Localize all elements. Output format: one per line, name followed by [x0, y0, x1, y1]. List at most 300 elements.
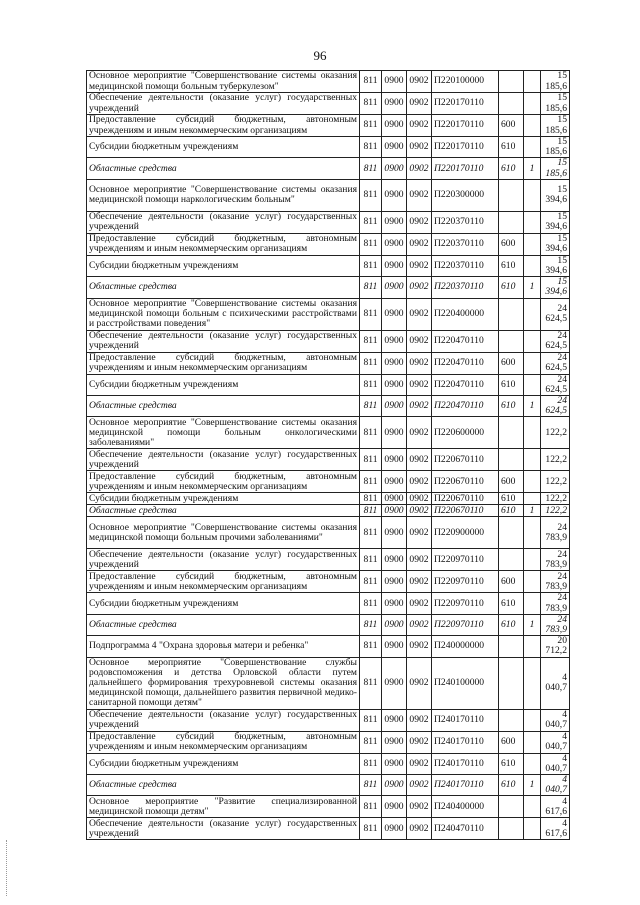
expense-type-code: [499, 549, 524, 571]
row-name: Областные средства: [87, 277, 360, 298]
ministry-code: 811: [360, 517, 382, 549]
row-name: Обеспечение деятельности (оказание услуг) государственных учреждений: [87, 449, 360, 471]
subsection-code: 0902: [407, 396, 432, 417]
ministry-code: 811: [360, 330, 382, 352]
funding-source-code: [524, 298, 541, 330]
target-item-code: П220370110: [432, 233, 499, 255]
amount: 4 040,7: [541, 775, 570, 796]
funding-source-code: [524, 471, 541, 493]
funding-source-code: [524, 449, 541, 471]
table-row: [87, 330, 570, 352]
ministry-code: 811: [360, 593, 382, 614]
ministry-code: 811: [360, 255, 382, 276]
row-name: Обеспечение деятельности (оказание услуг) государственных учреждений: [87, 330, 360, 352]
table-row: [87, 775, 570, 796]
ministry-code: 811: [360, 614, 382, 635]
amount: 24 624,5: [541, 396, 570, 417]
ministry-code: 811: [360, 158, 382, 179]
table-row: [87, 449, 570, 471]
amount: 122,2: [541, 493, 570, 505]
table-row: [87, 179, 570, 211]
funding-source-code: [524, 593, 541, 614]
section-code: 0900: [382, 571, 407, 593]
target-item-code: П220600000: [432, 417, 499, 449]
funding-source-code: [524, 211, 541, 233]
table-row: [87, 471, 570, 493]
expense-type-code: [499, 93, 524, 115]
section-code: 0900: [382, 731, 407, 753]
expense-type-code: 610: [499, 277, 524, 298]
expense-type-code: 600: [499, 352, 524, 374]
amount: 4 040,7: [541, 753, 570, 774]
expense-type-code: 600: [499, 233, 524, 255]
amount: 15 185,6: [541, 93, 570, 115]
table-row: [87, 137, 570, 158]
section-code: 0900: [382, 636, 407, 657]
target-item-code: П240170110: [432, 709, 499, 731]
subsection-code: 0902: [407, 115, 432, 137]
target-item-code: П220970110: [432, 593, 499, 614]
table-row: [87, 71, 570, 93]
ministry-code: 811: [360, 636, 382, 657]
section-code: 0900: [382, 137, 407, 158]
row-name: Основное мероприятие "Совершенствование службы родовспоможения и детства Орловской области путем дальнейшего формирования трехуровневой системы оказания медицинской помощи, дальнейшего развития первичной медико-санитарной помощи детям": [87, 657, 360, 709]
table-row: [87, 549, 570, 571]
row-name: Обеспечение деятельности (оказание услуг) государственных учреждений: [87, 818, 360, 840]
amount: 15 394,6: [541, 211, 570, 233]
amount: 15 394,6: [541, 277, 570, 298]
row-name: Предоставление субсидий бюджетным, автономным учреждениям и иным некоммерческим организациям: [87, 233, 360, 255]
amount: 15 185,6: [541, 71, 570, 93]
expense-type-code: [499, 71, 524, 93]
table-row: [87, 636, 570, 657]
expense-type-code: [499, 417, 524, 449]
section-code: 0900: [382, 71, 407, 93]
table-row: [87, 233, 570, 255]
expense-type-code: 610: [499, 593, 524, 614]
section-code: 0900: [382, 93, 407, 115]
funding-source-code: 1: [524, 277, 541, 298]
expense-type-code: 610: [499, 137, 524, 158]
table-row: [87, 818, 570, 840]
section-code: 0900: [382, 657, 407, 709]
section-code: 0900: [382, 449, 407, 471]
ministry-code: 811: [360, 449, 382, 471]
row-name: Основное мероприятие "Совершенствование системы оказания медицинской помощи больным туберкулезом": [87, 71, 360, 93]
table-row: [87, 417, 570, 449]
expense-type-code: 610: [499, 158, 524, 179]
table-row: [87, 505, 570, 517]
section-code: 0900: [382, 493, 407, 505]
ministry-code: 811: [360, 753, 382, 774]
ministry-code: 811: [360, 71, 382, 93]
funding-source-code: [524, 352, 541, 374]
table-row: [87, 255, 570, 276]
row-name: Предоставление субсидий бюджетным, автономным учреждениям и иным некоммерческим организациям: [87, 115, 360, 137]
target-item-code: П220370110: [432, 211, 499, 233]
table-row: [87, 396, 570, 417]
ministry-code: 811: [360, 277, 382, 298]
row-name: Субсидии бюджетным учреждениям: [87, 493, 360, 505]
funding-source-code: [524, 330, 541, 352]
expense-type-code: 610: [499, 753, 524, 774]
target-item-code: П220670110: [432, 493, 499, 505]
subsection-code: 0902: [407, 93, 432, 115]
funding-source-code: [524, 255, 541, 276]
subsection-code: 0902: [407, 796, 432, 818]
row-name: Предоставление субсидий бюджетным, автономным учреждениям и иным некоммерческим организациям: [87, 352, 360, 374]
amount: 24 624,5: [541, 298, 570, 330]
ministry-code: 811: [360, 775, 382, 796]
ministry-code: 811: [360, 179, 382, 211]
margin-marks: [6, 840, 9, 896]
row-name: Предоставление субсидий бюджетным, автономным учреждениям и иным некоммерческим организациям: [87, 471, 360, 493]
subsection-code: 0902: [407, 818, 432, 840]
subsection-code: 0902: [407, 614, 432, 635]
table-row: [87, 657, 570, 709]
section-code: 0900: [382, 179, 407, 211]
section-code: 0900: [382, 709, 407, 731]
ministry-code: 811: [360, 657, 382, 709]
ministry-code: 811: [360, 298, 382, 330]
target-item-code: П220370110: [432, 255, 499, 276]
subsection-code: 0902: [407, 493, 432, 505]
funding-source-code: [524, 233, 541, 255]
section-code: 0900: [382, 352, 407, 374]
target-item-code: П220970110: [432, 571, 499, 593]
page-number: 96: [313, 48, 327, 63]
funding-source-code: [524, 71, 541, 93]
table-row: [87, 115, 570, 137]
expense-type-code: [499, 709, 524, 731]
row-name: Областные средства: [87, 396, 360, 417]
expense-type-code: [499, 179, 524, 211]
expense-type-code: 610: [499, 775, 524, 796]
ministry-code: 811: [360, 709, 382, 731]
funding-source-code: 1: [524, 775, 541, 796]
target-item-code: П220170110: [432, 115, 499, 137]
row-name: Субсидии бюджетным учреждениям: [87, 593, 360, 614]
target-item-code: П220470110: [432, 330, 499, 352]
amount: 122,2: [541, 505, 570, 517]
subsection-code: 0902: [407, 352, 432, 374]
section-code: 0900: [382, 796, 407, 818]
subsection-code: 0902: [407, 471, 432, 493]
row-name: Основное мероприятие "Совершенствование системы оказания медицинской помощи больным с психическими расстройствами и расстройствами поведения": [87, 298, 360, 330]
budget-table-body: [87, 71, 570, 840]
funding-source-code: 1: [524, 396, 541, 417]
target-item-code: П240000000: [432, 636, 499, 657]
section-code: 0900: [382, 517, 407, 549]
row-name: Основное мероприятие "Совершенствование системы оказания медицинской помощи больным прочими заболеваниями": [87, 517, 360, 549]
ministry-code: 811: [360, 137, 382, 158]
subsection-code: 0902: [407, 775, 432, 796]
row-name: Субсидии бюджетным учреждениям: [87, 753, 360, 774]
subsection-code: 0902: [407, 211, 432, 233]
target-item-code: П220970110: [432, 614, 499, 635]
subsection-code: 0902: [407, 709, 432, 731]
subsection-code: 0902: [407, 233, 432, 255]
expense-type-code: 610: [499, 374, 524, 395]
amount: 24 783,9: [541, 614, 570, 635]
subsection-code: 0902: [407, 374, 432, 395]
section-code: 0900: [382, 593, 407, 614]
subsection-code: 0902: [407, 330, 432, 352]
ministry-code: 811: [360, 571, 382, 593]
target-item-code: П220100000: [432, 71, 499, 93]
subsection-code: 0902: [407, 255, 432, 276]
target-item-code: П220470110: [432, 396, 499, 417]
expense-type-code: 600: [499, 115, 524, 137]
section-code: 0900: [382, 614, 407, 635]
amount: 24 624,5: [541, 330, 570, 352]
row-name: Основное мероприятие "Совершенствование системы оказания медицинской помощи наркологическим больным": [87, 179, 360, 211]
row-name: Субсидии бюджетным учреждениям: [87, 374, 360, 395]
table-row: [87, 352, 570, 374]
table-row: [87, 211, 570, 233]
table-row: [87, 374, 570, 395]
funding-source-code: [524, 417, 541, 449]
target-item-code: П220670110: [432, 471, 499, 493]
funding-source-code: [524, 115, 541, 137]
amount: 24 783,9: [541, 593, 570, 614]
funding-source-code: [524, 93, 541, 115]
ministry-code: 811: [360, 505, 382, 517]
section-code: 0900: [382, 158, 407, 179]
amount: 15 185,6: [541, 158, 570, 179]
row-name: Обеспечение деятельности (оказание услуг) государственных учреждений: [87, 211, 360, 233]
amount: 15 394,6: [541, 255, 570, 276]
row-name: Областные средства: [87, 158, 360, 179]
subsection-code: 0902: [407, 179, 432, 211]
expense-type-code: [499, 298, 524, 330]
subsection-code: 0902: [407, 657, 432, 709]
funding-source-code: [524, 137, 541, 158]
target-item-code: П220170110: [432, 137, 499, 158]
amount: 24 783,9: [541, 517, 570, 549]
target-item-code: П240100000: [432, 657, 499, 709]
table-row: [87, 709, 570, 731]
ministry-code: 811: [360, 549, 382, 571]
table-row: [87, 796, 570, 818]
row-name: Обеспечение деятельности (оказание услуг) государственных учреждений: [87, 93, 360, 115]
section-code: 0900: [382, 115, 407, 137]
section-code: 0900: [382, 277, 407, 298]
funding-source-code: [524, 517, 541, 549]
expense-type-code: [499, 636, 524, 657]
ministry-code: 811: [360, 233, 382, 255]
amount: 122,2: [541, 449, 570, 471]
section-code: 0900: [382, 775, 407, 796]
row-name: Субсидии бюджетным учреждениям: [87, 137, 360, 158]
amount: 24 783,9: [541, 549, 570, 571]
target-item-code: П240170110: [432, 753, 499, 774]
ministry-code: 811: [360, 493, 382, 505]
amount: 15 394,6: [541, 179, 570, 211]
amount: 4 040,7: [541, 657, 570, 709]
row-name: Основное мероприятие "Развитие специализированной медицинской помощи детям": [87, 796, 360, 818]
subsection-code: 0902: [407, 593, 432, 614]
subsection-code: 0902: [407, 71, 432, 93]
expense-type-code: [499, 796, 524, 818]
section-code: 0900: [382, 330, 407, 352]
expense-type-code: [499, 449, 524, 471]
target-item-code: П220300000: [432, 179, 499, 211]
expense-type-code: 600: [499, 571, 524, 593]
subsection-code: 0902: [407, 505, 432, 517]
ministry-code: 811: [360, 818, 382, 840]
ministry-code: 811: [360, 93, 382, 115]
amount: 4 040,7: [541, 731, 570, 753]
amount: 4 040,7: [541, 709, 570, 731]
ministry-code: 811: [360, 731, 382, 753]
target-item-code: П220370110: [432, 277, 499, 298]
funding-source-code: [524, 796, 541, 818]
target-item-code: П220670110: [432, 505, 499, 517]
target-item-code: П220400000: [432, 298, 499, 330]
expense-type-code: 600: [499, 731, 524, 753]
subsection-code: 0902: [407, 158, 432, 179]
funding-source-code: 1: [524, 505, 541, 517]
expense-type-code: [499, 211, 524, 233]
subsection-code: 0902: [407, 517, 432, 549]
expense-type-code: [499, 330, 524, 352]
section-code: 0900: [382, 211, 407, 233]
row-name: Субсидии бюджетным учреждениям: [87, 255, 360, 276]
amount: 4 617,6: [541, 818, 570, 840]
amount: 15 185,6: [541, 137, 570, 158]
section-code: 0900: [382, 753, 407, 774]
subsection-code: 0902: [407, 571, 432, 593]
funding-source-code: [524, 753, 541, 774]
row-name: Областные средства: [87, 614, 360, 635]
row-name: Обеспечение деятельности (оказание услуг) государственных учреждений: [87, 709, 360, 731]
row-name: Основное мероприятие "Совершенствование системы оказания медицинской помощи больным онкологическими заболеваниями": [87, 417, 360, 449]
target-item-code: П240470110: [432, 818, 499, 840]
table-row: [87, 571, 570, 593]
ministry-code: 811: [360, 471, 382, 493]
section-code: 0900: [382, 255, 407, 276]
target-item-code: П220170110: [432, 158, 499, 179]
target-item-code: П220470110: [432, 352, 499, 374]
amount: 24 624,5: [541, 374, 570, 395]
target-item-code: П240170110: [432, 775, 499, 796]
subsection-code: 0902: [407, 298, 432, 330]
row-name: Предоставление субсидий бюджетным, автономным учреждениям и иным некоммерческим организациям: [87, 731, 360, 753]
target-item-code: П240170110: [432, 731, 499, 753]
target-item-code: П220170110: [432, 93, 499, 115]
funding-source-code: [524, 709, 541, 731]
subsection-code: 0902: [407, 753, 432, 774]
ministry-code: 811: [360, 374, 382, 395]
expense-type-code: [499, 657, 524, 709]
section-code: 0900: [382, 505, 407, 517]
row-name: Областные средства: [87, 505, 360, 517]
funding-source-code: 1: [524, 614, 541, 635]
row-name: Обеспечение деятельности (оказание услуг) государственных учреждений: [87, 549, 360, 571]
target-item-code: П240400000: [432, 796, 499, 818]
ministry-code: 811: [360, 115, 382, 137]
table-row: [87, 753, 570, 774]
subsection-code: 0902: [407, 636, 432, 657]
table-row: [87, 298, 570, 330]
amount: 15 185,6: [541, 115, 570, 137]
table-row: [87, 731, 570, 753]
subsection-code: 0902: [407, 549, 432, 571]
expense-type-code: [499, 517, 524, 549]
expense-type-code: 610: [499, 255, 524, 276]
funding-source-code: [524, 657, 541, 709]
expense-type-code: 610: [499, 396, 524, 417]
amount: 4 617,6: [541, 796, 570, 818]
budget-table: [86, 70, 570, 840]
section-code: 0900: [382, 374, 407, 395]
table-row: [87, 93, 570, 115]
funding-source-code: [524, 636, 541, 657]
subsection-code: 0902: [407, 417, 432, 449]
amount: 122,2: [541, 471, 570, 493]
funding-source-code: [524, 493, 541, 505]
section-code: 0900: [382, 396, 407, 417]
section-code: 0900: [382, 549, 407, 571]
target-item-code: П220900000: [432, 517, 499, 549]
row-name: Областные средства: [87, 775, 360, 796]
subsection-code: 0902: [407, 449, 432, 471]
target-item-code: П220670110: [432, 449, 499, 471]
funding-source-code: [524, 549, 541, 571]
ministry-code: 811: [360, 417, 382, 449]
subsection-code: 0902: [407, 137, 432, 158]
subsection-code: 0902: [407, 731, 432, 753]
target-item-code: П220470110: [432, 374, 499, 395]
expense-type-code: 600: [499, 471, 524, 493]
funding-source-code: [524, 818, 541, 840]
ministry-code: 811: [360, 352, 382, 374]
ministry-code: 811: [360, 796, 382, 818]
subsection-code: 0902: [407, 277, 432, 298]
expense-type-code: 610: [499, 614, 524, 635]
amount: 24 624,5: [541, 352, 570, 374]
funding-source-code: [524, 731, 541, 753]
table-row: [87, 493, 570, 505]
table-row: [87, 277, 570, 298]
target-item-code: П220970110: [432, 549, 499, 571]
table-row: [87, 158, 570, 179]
funding-source-code: [524, 374, 541, 395]
funding-source-code: 1: [524, 158, 541, 179]
ministry-code: 811: [360, 211, 382, 233]
amount: 122,2: [541, 417, 570, 449]
expense-type-code: 610: [499, 505, 524, 517]
section-code: 0900: [382, 233, 407, 255]
ministry-code: 811: [360, 396, 382, 417]
section-code: 0900: [382, 471, 407, 493]
amount: 24 783,9: [541, 571, 570, 593]
section-code: 0900: [382, 298, 407, 330]
section-code: 0900: [382, 818, 407, 840]
table-row: [87, 517, 570, 549]
table-row: [87, 614, 570, 635]
row-name: Предоставление субсидий бюджетным, автономным учреждениям и иным некоммерческим организациям: [87, 571, 360, 593]
amount: 15 394,6: [541, 233, 570, 255]
expense-type-code: [499, 818, 524, 840]
expense-type-code: 610: [499, 493, 524, 505]
table-row: [87, 593, 570, 614]
funding-source-code: [524, 571, 541, 593]
amount: 20 712,2: [541, 636, 570, 657]
row-name: Подпрограмма 4 "Охрана здоровья матери и ребенка": [87, 636, 360, 657]
section-code: 0900: [382, 417, 407, 449]
